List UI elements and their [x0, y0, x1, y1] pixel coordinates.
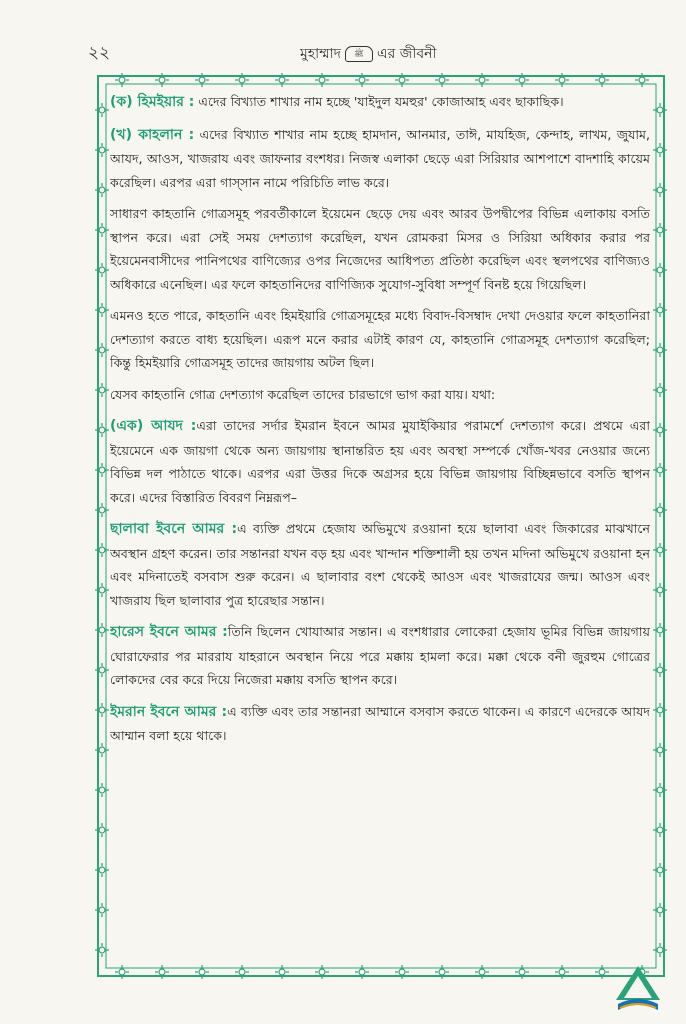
paragraph-kahlan — [110, 123, 650, 195]
paragraph-text: সাধারণ কাহতানি গোত্রসমূহ পরবর্তীকালে ইয়েমেন ছেড়ে দেয় এবং আরব উপদ্বীপের বিভিন্ন এলাকায় বসতি স্থাপন করে। এরা সেই সময় দেশত্যাগ করেছিল, যখন রোমকরা মিসর ও সিরিয়া অধিকার করার পর ইয়েমেনবাসীদের পানিপথের বাণিজ্যের ওপর নিজেদের আধিপত্য প্রতিষ্ঠা করেছিল এবং স্থলপথের বাণিজ্যও অধিকারে এনেছিল। এর ফলে কাহতানিদের বাণিজ্যিক সুযোগ-সুবিধা সম্পূর্ণ বিনষ্ট হয়ে গিয়েছিল। — [110, 206, 650, 292]
paragraph-text: এমনও হতে পারে, কাহতানি এবং হিমইয়ারি গোত্রসমূহের মধ্যে বিবাদ-বিসম্বাদ দেখা দেওয়ার ফলে কাহতানিরা দেশত্যাগ করতে বাধ্য হয়েছিল। এরূপ মনে করার এটাই কারণ যে, কাহতানি গোত্রসমূহ দেশত্যাগ করেছিল; কিন্তু হিমইয়ারি গোত্রসমূহ তাদের জায়গায় অটল ছিল। — [110, 308, 650, 370]
paragraph-haris — [110, 620, 650, 692]
paragraph-text: এদের বিখ্যাত শাখার নাম হচ্ছে হামদান, আনমার, তাঈ, মাযহিজ, কেন্দাহ, লাখম, জুযাম, আযদ, আওস, খাজরায এবং জাফনার বংশধর। নিজস্ব এলাকা ছেড়ে এরা সিরিয়ার আশপাশে বাদশাহি কায়েম করেছিল। এরপর এরা গাস্সান নামে পরিচিতি লাভ করে। — [110, 126, 650, 190]
paragraph-text: এ ব্যক্তি প্রথমে হেজায অভিমুখে রওয়ানা হয়ে ছালাবা এবং জিকারের মাঝখানে অবস্থান গ্রহণ করেন। তার সন্তানরা যখন বড় হয় এবং খান্দান শক্তিশালী হয় তখন মদিনা অভিমুখে রওয়ানা হন এবং মদিনাতেই বসবাস শুরু করেন। এ ছালাবার বংশ থেকেই আওস এবং খাজরাযের জন্ম। আওস এবং খাজরায ছিল ছালাবার পুত্র হারেছার সন্তান। — [110, 521, 650, 608]
page-number: ২২ — [88, 43, 111, 63]
running-head — [300, 42, 437, 66]
paragraph-thalaba — [110, 517, 650, 612]
paragraph-imran — [110, 700, 650, 748]
paragraph-text: যেসব কাহতানি গোত্র দেশত্যাগ করেছিল তাদের চারভাগে ভাগ করা যায়। যথা: — [110, 386, 496, 402]
page-body — [110, 90, 650, 910]
section-lead: (ক) হিমইয়ার : — [110, 94, 195, 110]
paragraph-text: এ ব্যক্তি এবং তার সন্তানরা আম্মানে বসবাস করতে থাকেন। এ কারণে এদেরকে আযদ আম্মান বলা হয়ে থাকে। — [110, 703, 650, 743]
salawat-glyph: ﷺ — [345, 46, 373, 62]
paragraph-himyar — [110, 90, 650, 115]
running-head-suffix: এর জীবনী — [377, 46, 437, 62]
paragraph-azd — [110, 414, 650, 509]
running-head-prefix: মুহাম্মাদ — [300, 46, 341, 62]
section-lead: (এক) আযদ : — [110, 418, 197, 434]
paragraph-four-groups — [110, 383, 650, 407]
section-lead: হারেস ইবনে আমর : — [110, 624, 228, 640]
section-lead: (খ) কাহলান : — [110, 126, 195, 143]
section-lead: ছালাবা ইবনে আমর : — [110, 521, 238, 537]
section-lead: ইমরান ইবনে আমর : — [110, 703, 228, 720]
publisher-logo-icon — [610, 960, 666, 1016]
paragraph-conflict — [110, 304, 650, 375]
paragraph-text: তিনি ছিলেন খোযাআর সন্তান। এ বংশধারার লোকেরা হেজায ভূমির বিভিন্ন জায়গায় ঘোরাফেরার পর মাররায যাহরানে অবস্থান নিয়ে পরে মক্কায় হামলা করে। মক্কা থেকে বনী জুরহুম গোত্রের লোকদের বের করে দিয়ে নিজেরা মক্কায় বসতি স্থাপন করে। — [110, 624, 650, 687]
paragraph-migration — [110, 202, 650, 296]
paragraph-text: এদের বিখ্যাত শাখার নাম হচ্ছে 'যাইদুল যমহুর' কোজাআহ এবং ছাকাছিক। — [194, 94, 564, 109]
paragraph-text: এরা তাদের সর্দার ইমরান ইবনে আমর মুযাইকিয়ার পরামর্শে দেশত্যাগ করে। প্রথমে এরা ইয়েমেনে এক জায়গা থেকে অন্য জায়গায় স্থানান্তরিত হয় এবং অবস্থা সম্পর্কে খোঁজ-খবর নেওয়ার জন্যে বিভিন্ন দল পাঠাতে থাকে। এরপর এরা উত্তর দিকে অগ্রসর হয়ে বিভিন্ন জায়গায় বিচ্ছিন্নভাবে বসতি স্থাপন করে। এদের বিস্তারিত বিবরণ নিম্নরূপ– — [110, 418, 650, 505]
